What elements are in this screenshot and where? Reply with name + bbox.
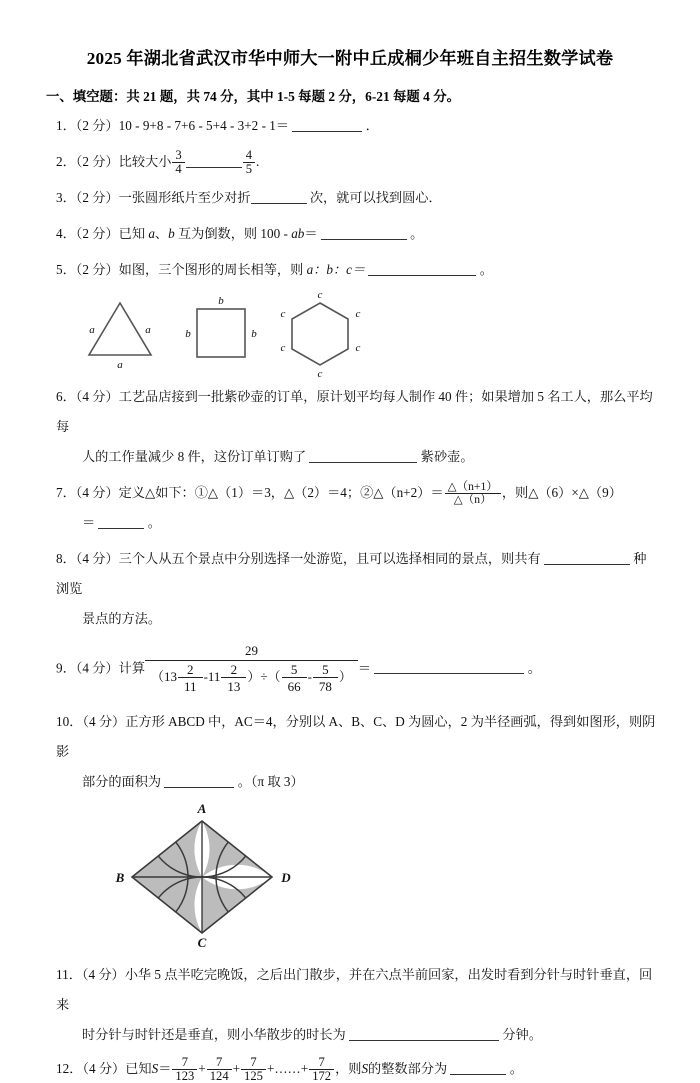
- question-4: [56, 219, 656, 249]
- question-8: [56, 544, 656, 634]
- question-3-text-before: 一张圆形纸片至少对折: [118, 190, 251, 205]
- question-4-points: （2 分）: [75, 226, 119, 241]
- question-3: [56, 183, 656, 213]
- question-1: [56, 111, 656, 141]
- question-7-text-b: ，则△（6）×△（9）: [501, 485, 622, 500]
- question-3-number: 3．: [56, 190, 76, 205]
- triangle-label-right: a: [145, 324, 151, 336]
- denominator: 4: [172, 162, 184, 176]
- question-5-answer-blank[interactable]: [368, 263, 476, 276]
- question-7-line2: [82, 508, 656, 538]
- question-9-text: 计算: [118, 660, 146, 676]
- vertex-label-d: D: [281, 869, 291, 885]
- question-4-text-before: 已知: [118, 226, 146, 241]
- square-abcd-arcs-svg: [102, 799, 312, 949]
- series-term-1: [172, 1056, 197, 1083]
- mixed-fraction-4: [313, 663, 338, 694]
- hexagon-label-bottom: c: [317, 368, 323, 380]
- vertex-label-b: B: [115, 869, 125, 885]
- question-4-var-b: b: [168, 226, 175, 241]
- hexagon-label-lower-left: c: [280, 342, 286, 354]
- question-5-number: 5．: [56, 262, 76, 277]
- denominator: 123: [172, 1069, 197, 1083]
- question-11-number: 11．: [56, 966, 82, 982]
- question-7-text-a: 定义△如下：①△（1）＝3，△（2）＝4；②△（n+2）＝: [118, 485, 444, 500]
- square-label-right: b: [251, 328, 257, 340]
- question-4-eq: ＝: [304, 226, 318, 241]
- numerator: 7: [318, 1054, 325, 1069]
- question-2-number: 2．: [56, 154, 76, 169]
- question-2-points: （2 分）: [75, 154, 119, 169]
- question-11-line1: 小华 5 点半吃完晚饭，之后出门散步，并在六点半前回家，出发时看到分针与时针垂直，回来: [56, 966, 653, 1012]
- question-7: [56, 478, 656, 538]
- question-6-line2-before: 人的工作量减少 8 件，这份订单订购了: [82, 449, 307, 464]
- numerator: △（n+1）: [447, 480, 498, 494]
- question-9: [56, 644, 656, 695]
- mixed-fraction-2: [221, 663, 246, 694]
- question-5: [56, 255, 656, 285]
- hexagon-label-upper-right: c: [355, 308, 361, 320]
- question-6-number: 6．: [56, 389, 76, 404]
- mixed-fraction-3: [282, 663, 307, 694]
- question-10-line2: [82, 767, 656, 797]
- question-11-line2-before: 时分针与时针还是垂直，则小华散步的时长为: [82, 1026, 346, 1042]
- question-3-points: （2 分）: [75, 190, 119, 205]
- question-1-text: 10 - 9+8 - 7+6 - 5+4 - 3+2 - 1＝: [118, 118, 290, 133]
- question-7-recurrence-fraction: [445, 481, 501, 506]
- question-9-tail: 。: [527, 660, 541, 676]
- question-9-answer-blank[interactable]: [374, 661, 524, 674]
- numerator: 3: [175, 148, 182, 163]
- question-12-eq: ＝: [158, 1060, 172, 1076]
- question-7-eq: ＝: [82, 515, 96, 530]
- denominator: 66: [282, 677, 307, 693]
- question-12-text-before: 已知: [125, 1060, 152, 1076]
- question-6-line1: 工艺品店接到一批紫砂壶的订单，原计划平均每人制作 40 件；如果增加 5 名工人，那么平均每: [56, 389, 653, 434]
- question-11: [56, 960, 656, 1050]
- triangle-label-bottom: a: [117, 359, 123, 371]
- question-12-answer-blank[interactable]: [450, 1062, 506, 1075]
- question-2: [56, 147, 656, 177]
- question-4-text-mid: 互为倒数，则 100 -: [177, 226, 288, 241]
- denominator-close-paren: ）: [338, 669, 352, 685]
- square-label-top: b: [218, 295, 224, 307]
- question-11-points: （4 分）: [81, 966, 125, 982]
- question-8-line1-before: 三个人从五个景点中分别选择一处游览，且可以选择相同的景点，则共有: [118, 551, 541, 566]
- numerator: 7: [250, 1054, 257, 1069]
- page-title: 2025 年湖北省武汉市华中师大一附中丘成桐少年班自主招生数学试卷: [86, 49, 614, 68]
- hexagon-label-top: c: [317, 289, 323, 301]
- triangle-label-left: a: [89, 324, 95, 336]
- question-5-tail: 。: [479, 262, 493, 277]
- three-shapes-svg: [72, 289, 402, 380]
- hexagon-label-lower-right: c: [355, 342, 361, 354]
- numerator: 7: [216, 1054, 223, 1069]
- question-2-text: 比较大小: [118, 154, 172, 169]
- question-5-figure: [72, 289, 656, 380]
- question-5-text-before: 如图，三个图形的周长相等，则: [118, 262, 304, 277]
- question-11-line2: [82, 1020, 656, 1050]
- numerator: 2: [187, 661, 194, 677]
- vertex-label-a: A: [197, 800, 207, 816]
- question-12: 12．（4 分）已知S＝ $\frac{7}{123}$ + $\frac{7}{124}$ + $\frac{7}{125}$ +……+ $\frac{7}{172}$ ，则S的整数部分为 。: [56, 1054, 523, 1083]
- hexagon-label-upper-left: c: [280, 308, 286, 320]
- square-label-left: b: [185, 328, 191, 340]
- question-8-answer-blank[interactable]: [544, 552, 630, 565]
- question-9-points: （4 分）: [75, 660, 119, 676]
- question-5-points: （2 分）: [75, 262, 119, 277]
- question-9-complex-fraction: [145, 643, 358, 694]
- question-9-number: 9．: [56, 660, 76, 676]
- question-9-eq: ＝: [357, 660, 372, 676]
- series-term-last: [309, 1056, 334, 1083]
- question-4-number: 4．: [56, 226, 76, 241]
- question-6-line2-after: 紫砂壶。: [420, 449, 474, 464]
- question-8-points: （4 分）: [75, 551, 119, 566]
- denominator: 78: [313, 677, 338, 693]
- question-4-var-a: a: [148, 226, 155, 241]
- question-12-s-var: S: [151, 1060, 159, 1076]
- question-2-tail: .: [255, 154, 260, 169]
- denominator: △（n）: [445, 493, 501, 506]
- question-12-text-after: 的整数部分为: [368, 1060, 448, 1076]
- numerator: 7: [181, 1054, 188, 1069]
- question-12-tail: 。: [509, 1060, 523, 1076]
- denominator-minus-2: -: [307, 669, 312, 685]
- question-10-line2-after: 。（π 取 3）: [237, 773, 304, 789]
- denominator: 124: [207, 1069, 232, 1083]
- question-8-line1-after: 种浏览: [56, 551, 647, 596]
- question-10-number: 10．: [56, 713, 83, 729]
- question-6-line2: [82, 442, 656, 472]
- question-1-answer-blank[interactable]: [292, 119, 362, 132]
- question-12-s-var-2: S: [361, 1060, 369, 1076]
- denominator-minus-1: -11: [203, 669, 221, 685]
- question-11-line2-after: 分钟。: [502, 1026, 542, 1042]
- question-1-number: 1．: [56, 118, 76, 133]
- denominator: 125: [241, 1069, 266, 1083]
- question-1-tail: ．: [365, 118, 379, 133]
- question-10-points: （4 分）: [82, 713, 126, 729]
- numerator: 5: [290, 661, 298, 677]
- vertex-label-c: C: [197, 934, 207, 950]
- question-10-figure: [102, 799, 656, 954]
- question-8-line2: 景点的方法。: [82, 611, 162, 626]
- question-11-answer-blank[interactable]: [349, 1028, 499, 1041]
- question-2-fraction-left: [172, 149, 184, 176]
- denominator: 11: [178, 677, 203, 693]
- question-6-points: （4 分）: [75, 389, 119, 404]
- question-12-points: （4 分）: [82, 1060, 126, 1076]
- series-term-3: [241, 1056, 266, 1083]
- question-4-sep: 、: [154, 226, 169, 241]
- question-2-answer-blank[interactable]: [186, 155, 242, 168]
- numerator: 29: [244, 643, 258, 658]
- question-1-points: （2 分）: [75, 118, 119, 133]
- question-12-number: 12．: [56, 1060, 83, 1076]
- question-4-answer-blank[interactable]: [321, 227, 407, 240]
- triangle-shape: [89, 303, 151, 355]
- denominator: 5: [243, 162, 255, 176]
- question-10-answer-blank[interactable]: [164, 775, 234, 788]
- denominator-mid: ）÷（: [247, 669, 281, 685]
- denominator: 13: [221, 677, 246, 693]
- question-7-answer-blank[interactable]: [98, 516, 144, 529]
- mixed-fraction-1: [178, 663, 203, 694]
- denominator: [145, 660, 358, 694]
- question-3-answer-blank[interactable]: [251, 191, 307, 204]
- question-4-tail: 。: [410, 226, 424, 241]
- series-term-2: [207, 1056, 232, 1083]
- section-heading: 一、填空题：共 21 题，共 74 分，其中 1-5 每题 2 分，6-21 每题 4 分。: [46, 89, 460, 104]
- question-3-text-after: 次，就可以找到圆心．: [309, 190, 442, 205]
- question-5-ratio: a：b：c＝: [306, 262, 366, 277]
- question-12-ellipsis: +……+: [266, 1060, 309, 1076]
- question-10-line2-before: 部分的面积为: [82, 773, 162, 789]
- question-7-tail: 。: [147, 515, 161, 530]
- question-7-number: 7．: [56, 485, 76, 500]
- denominator: 172: [309, 1069, 334, 1083]
- question-6-answer-blank[interactable]: [309, 450, 417, 463]
- square-shape: [197, 309, 245, 357]
- numerator: 2: [230, 661, 238, 677]
- question-8-number: 8．: [56, 551, 76, 566]
- question-2-fraction-right: [243, 149, 255, 176]
- numerator: 5: [322, 661, 329, 677]
- question-7-points: （4 分）: [75, 485, 119, 500]
- denominator-open-paren: （13: [151, 669, 178, 685]
- question-4-expr: ab: [291, 226, 305, 241]
- question-6: [56, 382, 656, 472]
- hexagon-shape: [292, 303, 348, 365]
- question-10-line1: 正方形 ABCD 中，AC＝4，分别以 A、B、C、D 为圆心，2 为半径画弧，得到如图形，则阴影: [56, 713, 656, 759]
- question-10: [56, 707, 656, 797]
- numerator: 4: [245, 148, 252, 163]
- question-12-text-after-before: ，则: [335, 1060, 362, 1076]
